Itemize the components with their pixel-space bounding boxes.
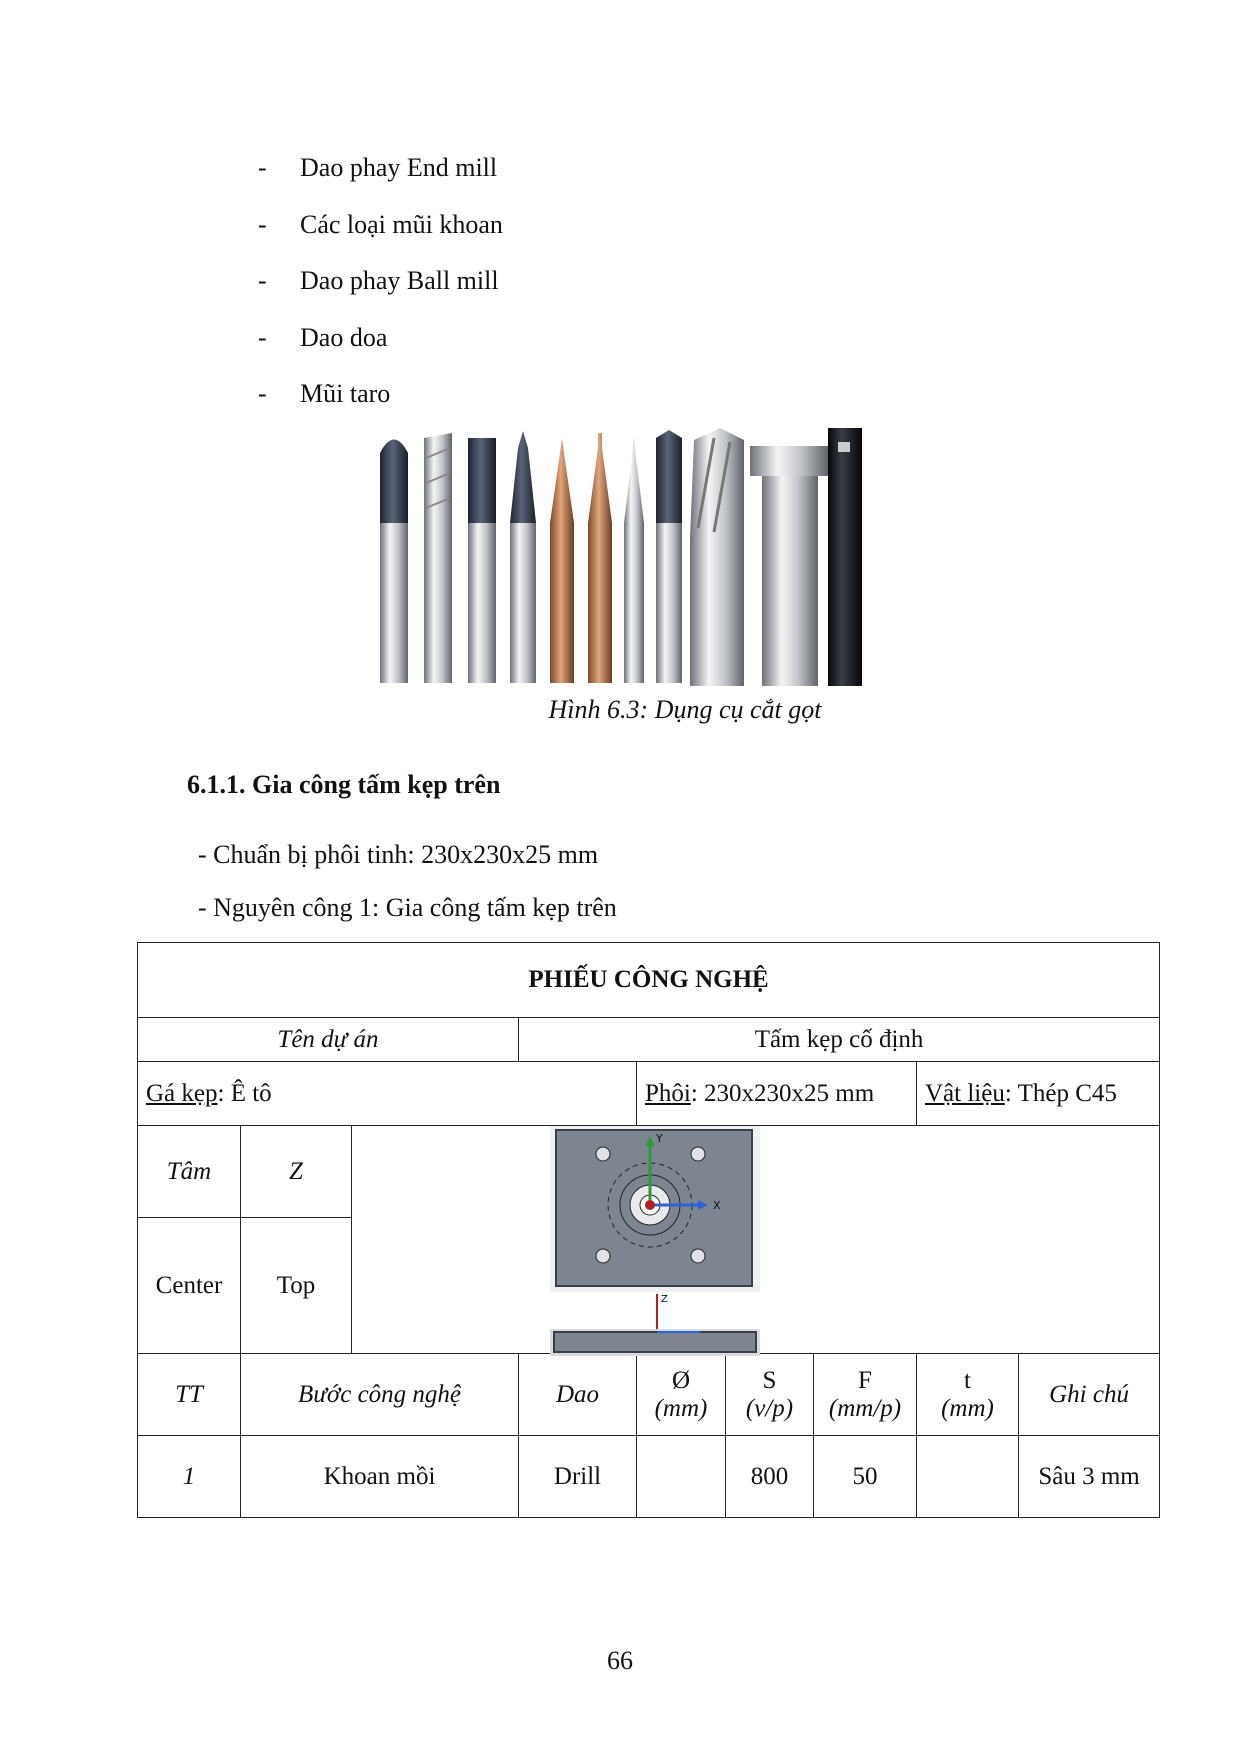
bolt-hole [691,1147,705,1161]
material-value: : Thép C45 [1004,1079,1117,1107]
col-speed-unit: (v/p) [745,1394,794,1422]
col-feed-unit: (mm/p) [828,1394,902,1422]
axis-value: Top [241,1218,352,1354]
material-cell [917,1062,1160,1126]
setup-diagram [550,1126,760,1356]
col-tool: Dao [519,1354,637,1436]
axis-label: Z [241,1126,352,1218]
tool-10-t-slot-cutter [750,446,828,686]
cell-speed: 800 [726,1436,814,1518]
blank-label: Phôi [645,1079,691,1107]
cell-diameter [637,1436,726,1518]
col-speed-symbol: S [762,1366,777,1394]
bullet-dash: - [258,153,267,182]
cutting-tools-photo [380,428,962,688]
col-diameter-unit: (mm) [654,1394,708,1422]
bolt-hole [691,1249,705,1263]
col-note: Ghi chú [1019,1354,1160,1436]
tool-6-micro-end-mill [588,433,612,683]
section-heading: 6.1.1. Gia công tấm kẹp trên [187,770,501,799]
col-tt: TT [138,1354,241,1436]
process-sheet-table [137,942,1160,1518]
page-number: 66 [607,1646,633,1675]
fixture-label: Gá kẹp [146,1079,218,1107]
cell-tt: 1 [138,1436,241,1518]
col-depth-symbol: t [964,1366,971,1394]
bullet-dash: - [258,322,267,352]
y-axis-label: Y [656,1132,663,1145]
table-row [138,1436,1160,1518]
operation-text: - Nguyên công 1: Gia công tấm kẹp trên [198,893,617,922]
list-item-text: Dao doa [300,322,388,352]
cell-depth [917,1436,1019,1518]
bolt-hole [596,1147,610,1161]
material-label: Vật liệu [925,1079,1005,1107]
blank-value: : 230x230x25 mm [690,1079,875,1107]
origin-value: Center [138,1218,241,1354]
figure-caption: Hình 6.3: Dụng cụ cắt gọt [548,695,822,724]
fixture-value: : Ê tô [217,1079,272,1107]
side-plate-view [554,1332,756,1352]
bolt-hole [596,1249,610,1263]
list-item-text: Mũi taro [300,379,391,408]
cell-feed: 50 [814,1436,917,1518]
col-step: Bước công nghệ [241,1354,519,1436]
bullet-dash: - [258,209,267,239]
col-depth [917,1354,1019,1436]
list-item-text: Dao phay Ball mill [300,266,499,295]
tool-7-micro-drill [624,436,644,683]
bullet-dash: - [258,266,267,295]
tool-1-ball-end-mill [380,440,408,684]
x-axis-label: X [713,1199,721,1212]
tool-3-roughing-end-mill [468,438,496,683]
list-item-text: Các loại mũi khoan [300,209,503,239]
tool-11-indexable-end-mill [828,428,862,686]
col-diameter [637,1354,726,1436]
sheet-title: PHIẾU CÔNG NGHỆ [138,943,1160,1018]
tool-5-micro-ball-mill [550,438,574,683]
tool-9-reamer [690,428,744,686]
project-label: Tên dự án [138,1018,519,1062]
fixture-cell [138,1062,637,1126]
prep-text: - Chuẩn bị phôi tinh: 230x230x25 mm [198,840,599,869]
col-feed-symbol: F [858,1366,872,1394]
origin-label: Tâm [138,1126,241,1218]
cell-step: Khoan mồi [241,1436,519,1518]
setup-diagram-cell [352,1126,1160,1354]
bullet-dash: - [258,379,267,408]
tool-4-tapered-end-mill [510,431,536,683]
col-diameter-symbol: Ø [671,1366,691,1394]
z-axis-label: Z [661,1294,668,1305]
col-depth-unit: (mm) [941,1394,994,1422]
col-feed [814,1354,917,1436]
list-item-text: Dao phay End mill [300,153,498,182]
cell-tool: Drill [519,1436,637,1518]
col-speed [726,1354,814,1436]
tool-2-aluminium-end-mill [424,433,452,683]
blank-cell [637,1062,917,1126]
origin-point [645,1200,655,1210]
cell-note: Sâu 3 mm [1019,1436,1160,1518]
tool-8-twist-drill [656,430,682,683]
project-value: Tấm kẹp cố định [519,1018,1160,1062]
